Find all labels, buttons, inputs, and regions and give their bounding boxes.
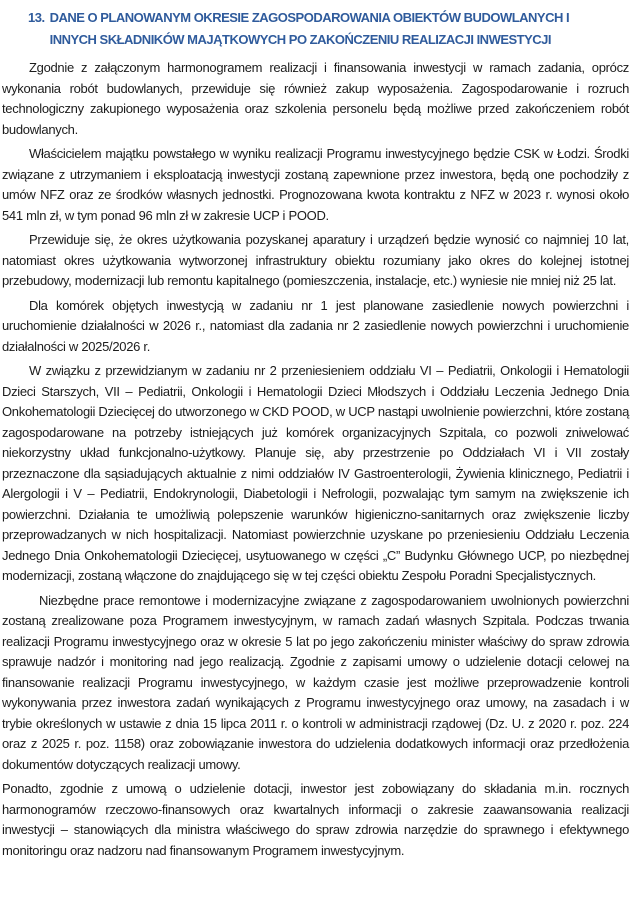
section-heading bbox=[2, 7, 629, 51]
section-title: DANE O PLANOWANYM OKRESIE ZAGOSPODAROWANIA OBIEKTÓW BUDOWLANYCH I INNYCH SKŁADNIKÓW MAJĄTKOWYCH PO ZAKOŃCZENIU REALIZACJI INWESTYCJI bbox=[49, 10, 570, 47]
paragraph-asset-owner: Właścicielem majątku powstałego w wyniku realizacji Programu inwestycyjnego będzie CSK w Łodzi. Środki związane z utrzymaniem i eksploatacją inwestycji zostaną zapewnione przez inwestora, będą one pochodziły z umów NFZ oraz ze środków własnych jednostki. Prognozowana kwota kontraktu z NFZ w 2023 r. wynosi około 541 mln zł, w tym ponad 96 mln zł w zakresie UCP i POOD. bbox=[2, 146, 629, 223]
paragraph-activation-dates: Dla komórek objętych inwestycją w zadaniu nr 1 jest planowane zasiedlenie nowych powierzchni i uruchomienie działalności w 2026 r., natomiast dla zadania nr 2 zasiedlenie nowych powierzchni i uruchomienie działalności w 2025/2026 r. bbox=[2, 297, 629, 354]
paragraph-ward-relocation: W związku z przewidzianym w zadaniu nr 2 przeniesieniem oddziału VI – Pediatrii, Onkologii i Hematologii Dzieci Starszych, VII – Pediatrii, Onkologii i Hematologii Dzieci Młodszych i Oddziału Leczenia Jednego Dnia Onkohematologii Dziecięcej do utworzonego w CKD POOD, w UCP nastąpi uwolnienie powierzchni, które zostaną zagospodarowane na potrzeby istniejących już komórek organizacyjnych Szpitala, co pozwoli zniwelować niekorzystny układ funkcjonalno-użytkowy. Planuje się, aby przestrzenie po Oddziałach VI i VII zostały przeznaczone dla sąsiadujących aktualnie z nimi oddziałów IV Gastroenterologii, Żywienia klinicznego, Pediatrii i Alergologii i V – Pediatrii, Endokrynologii, Diabetologii i Nefrologii, pozwalając tym samym na zwiększenie ich powierzchni. Działania te umożliwią polepszenie warunków higieniczno-sanitarnych oraz zwiększenie liczby przeprowadzanych w nich hospitalizacji. Natomiast powierzchnie uzyskane po przeniesieniu Oddziału Leczenia Jednego Dnia Onkohematologii Dziecięcej, usytuowanego w części „C” Budynku Głównego UCP, po niezbędnej modernizacji, zostaną włączone do znajdującego się w tej części obiektu Zespołu Poradni Specjalistycznych. bbox=[2, 363, 629, 583]
section-number: 13. bbox=[28, 10, 45, 25]
paragraph-investment-schedule: Zgodnie z załączonym harmonogramem realizacji i finansowania inwestycji w ramach zadania, oprócz wykonania robót budowlanych, przewiduje się również zakup wyposażenia. Zagospodarowanie i rozruch technologiczny zakupionego wyposażenia oraz szkolenia personelu będą możliwe przed zakończeniem robót budowlanych. bbox=[2, 60, 629, 137]
paragraph-reporting-obligations: Ponadto, zgodnie z umową o udzielenie dotacji, inwestor jest zobowiązany do składania m.in. rocznych harmonogramów rzeczowo-finansowych oraz kwartalnych informacji o zakresie zaawansowania realizacji inwestycji – stanowiących dla ministra właściwego do spraw zdrowia narzędzie do sprawnego i efektywnego monitoringu oraz nadzoru nad finansowanym Programem inwestycyjnym. bbox=[2, 781, 629, 858]
paragraph-renovation-supervision: Niezbędne prace remontowe i modernizacyjne związane z zagospodarowaniem uwolnionych powierzchni zostaną zrealizowane poza Programem inwestycyjnym, w ramach zadań własnych Szpitala. Podczas trwania realizacji Programu inwestycyjnego oraz w okresie 5 lat po jego zakończeniu minister właściwy do spraw zdrowia sprawuje nadzór i monitoring nad jego realizacją. Zgodnie z zapisami umowy o udzielenie dotacji celowej na finansowanie realizacji Programu inwestycyjnego, w każdym czasie jest możliwe przeprowadzenie kontroli wykonywania przez inwestora zadań wynikających z Programu inwestycyjnego oraz umowy, na zasadach i w trybie określonych w ustawie z dnia 15 lipca 2011 r. o kontroli w administracji rządowej (Dz. U. z 2020 r. poz. 224 oraz z 2025 r. poz. 1158) oraz zobowiązanie inwestora do udzielenia dodatkowych informacji oraz przedłożenia dokumentów dotyczących realizacji umowy. bbox=[2, 592, 629, 772]
paragraph-usage-period: Przewiduje się, że okres użytkowania pozyskanej aparatury i urządzeń będzie wynosić co najmniej 10 lat, natomiast okres użytkowania wytworzonej infrastruktury obiektu rozumiany jako okres do kolejnej istotnej przebudowy, modernizacji lub remontu kapitalnego (pomieszczenia, instalacje, etc.) wyniesie nie mniej niż 25 lat. bbox=[2, 232, 629, 288]
